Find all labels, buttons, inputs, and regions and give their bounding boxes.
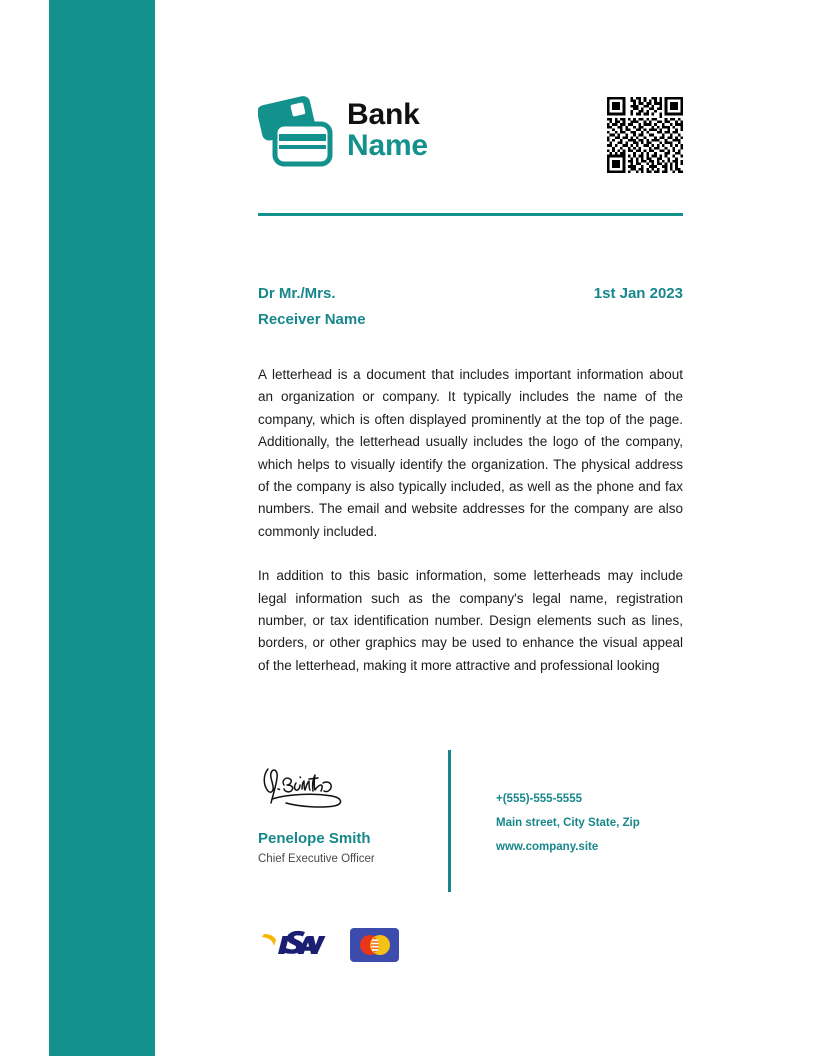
- signature-left: [258, 750, 448, 865]
- brand-line-2: Name: [347, 129, 428, 162]
- letter-date: 1st Jan 2023: [593, 285, 683, 302]
- credit-card-icon: [258, 92, 336, 170]
- left-accent-bar: [49, 0, 155, 1056]
- contact-address: Main street, City State, Zip: [496, 817, 640, 829]
- body-paragraph-2: In addition to this basic information, some letterheads may include legal information such as the company's legal name, registration number, or tax identification number. Design elements such as lines, borders, or other graphics may be used to enhance the visual appeal of the letterhead, making it more attractive and professional looking: [258, 568, 683, 673]
- contact-phone[interactable]: +(555)-555-5555: [496, 793, 582, 805]
- contact-block: [496, 787, 640, 859]
- signature-section: [258, 750, 683, 892]
- recipient-salutation: Dr Mr./Mrs.: [258, 285, 336, 302]
- qr-code-icon: [607, 97, 683, 173]
- recipient-name: Receiver Name: [258, 311, 366, 328]
- contact-website[interactable]: www.company.site: [496, 841, 599, 853]
- payment-marks: [258, 928, 399, 962]
- letterhead-header: [258, 92, 683, 187]
- brand-line-1: Bank: [347, 98, 420, 132]
- brand-lockup: [258, 92, 428, 170]
- recipient-block: [258, 281, 366, 333]
- brand-name: [347, 100, 428, 161]
- mastercard-icon: [350, 928, 399, 962]
- signer-role: Chief Executive Officer: [258, 853, 375, 865]
- handwritten-signature-icon: [260, 763, 360, 811]
- body-paragraph-1: A letterhead is a document that includes important information about an organization or company. It typically includes the name of the company, which is often displayed prominently at the top of the page. Additionally, the letterhead usually includes the logo of the company, which helps to visually identify the organization. The physical address of the company is also typically included, as well as the phone and fax numbers. The email and website addresses for the company are also commonly included.: [258, 367, 683, 539]
- visa-card-icon: [258, 930, 336, 960]
- letter-content: [258, 0, 683, 1056]
- letter-body: [258, 364, 683, 677]
- letter-meta: [258, 281, 683, 333]
- signature-divider: [448, 750, 451, 892]
- signer-name: Penelope Smith: [258, 830, 371, 847]
- header-divider: [258, 213, 683, 216]
